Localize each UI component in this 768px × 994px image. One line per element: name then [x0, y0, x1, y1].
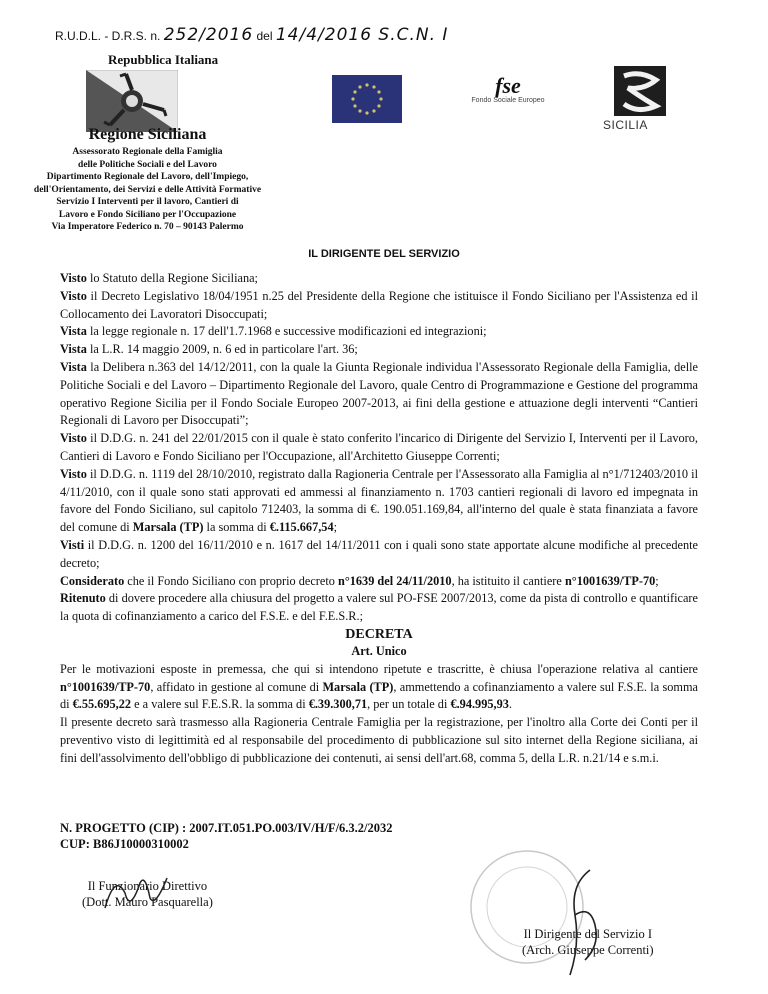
eu-flag-icon	[332, 75, 402, 123]
cantiere-code: n°1001639/TP-70	[60, 679, 151, 694]
region-line: Dipartimento Regionale del Lavoro, dell'Impiego,	[46, 172, 249, 182]
ref-prefix: R.U.D.L. - D.R.S. n.	[55, 29, 161, 43]
premise-text: la Delibera n.363 del 14/12/2011, con la quale la Giunta Regionale individua l'Assessorato Regionale della Famiglia, delle Politiche Sociali e del Lavoro – Dipartimento Regionale del Lavoro, quale Centro di Programmazione e Gestione del programma operativo Regione Sicilia per il Fondo Sociale Europeo 2007-2013, ai fini della gestione e attuazione degli interventi “Cantieri Regionali di Lavoro per Disoccupati”;	[60, 359, 698, 428]
premise-keyword: Visto	[60, 431, 87, 446]
cantiere-code: n°1001639/TP-70	[564, 573, 656, 588]
region-line: Via Imperatore Federico n. 70 – 90143 Palermo	[51, 222, 244, 232]
premise-paragraph	[60, 270, 698, 288]
premise-paragraph	[60, 590, 698, 626]
premise-keyword: Visto	[60, 288, 87, 303]
premise-text: ;	[655, 573, 659, 588]
decree-reference: n°1639 del 24/11/2010	[338, 573, 452, 588]
sicilia-logo-label: SICILIA	[603, 118, 648, 132]
project-codes	[60, 820, 393, 852]
comune-name: Marsala (TP)	[132, 520, 204, 535]
ref-number: 252/2016	[163, 25, 254, 45]
premise-keyword: Visti	[60, 537, 85, 552]
article-text: , affidato in gestione al comune di	[150, 679, 323, 694]
premise-paragraph	[60, 466, 698, 537]
total-amount: €.94.995,93	[450, 697, 509, 712]
republic-label: Repubblica Italiana	[108, 52, 219, 67]
premise-keyword: Considerato	[60, 573, 125, 588]
article-text: , ammettendo a cofinanziamento a valere sul F.S.E. la somma di	[60, 679, 698, 712]
fse-logo	[468, 75, 548, 104]
region-title: Regione Siciliana	[88, 126, 207, 143]
premise-text: la L.R. 14 maggio 2009, n. 6 ed in particolare l'art. 36;	[86, 342, 358, 357]
region-line: delle Politiche Sociali e del Lavoro	[78, 159, 217, 170]
comune-name: Marsala (TP)	[322, 679, 394, 694]
official-role: Il Funzionario Direttivo	[87, 879, 208, 893]
region-header	[30, 126, 265, 234]
fesr-amount: €.39.300,71	[308, 697, 368, 712]
article-text: Per le motivazioni esposte in premessa, che qui si intendono ripetute e trascritte, è chiusa l'operazione relativa al cantiere	[60, 661, 698, 676]
region-line: Lavoro e Fondo Siciliano per l'Occupazione	[58, 209, 237, 220]
premise-paragraph	[60, 288, 698, 324]
fse-logo-caption: Fondo Sociale Europeo	[471, 97, 545, 104]
official-name: (Dott. Mauro Pasquarella)	[82, 895, 213, 909]
article-heading	[60, 643, 698, 661]
premise-text: che il Fondo Siciliano con proprio decreto	[124, 573, 338, 588]
premise-text: il Decreto Legislativo 18/04/1951 n.25 del Presidente della Regione che istituisce il Fondo Siciliano per l'Assistenza ed il Collocamento dei Lavoratori Disoccupati;	[60, 288, 698, 321]
region-line: dell'Orientamento, dei Servizi e delle Attività Formative	[33, 184, 262, 195]
premise-paragraph	[60, 359, 698, 430]
article-text: , per un totale di	[367, 697, 451, 712]
sicilia-logo-icon	[614, 66, 666, 116]
premise-text: il D.D.G. n. 1119 del 28/10/2010, registrato dalla Ragioneria Centrale per l'Assessorato alla Famiglia al n°1/712403/2010 il 4/11/2010, con il quale sono stati approvati ed ammessi al finanziamento n. 1703 cantieri regionali di lavoro ed impegnata in favore del Fondo Siciliano, sul capitolo 712403, la somma di €. 190.051.169,84, all'interno del quale è stata finanziata a favore del comune di	[60, 466, 698, 535]
premise-text: ;	[333, 520, 338, 535]
premise-keyword: Vista	[60, 342, 87, 357]
premise-text: di dovere procedere alla chiusura del progetto a valere sul PO-FSE 2007/2013, come da pista di controllo e quantificare la quota di cofinanziamento a carico del F.S.E. e del F.E.S.R.;	[60, 591, 698, 624]
premise-paragraph	[60, 537, 698, 573]
amount-value: €.115.667,54	[269, 520, 334, 535]
premise-text: la legge regionale n. 17 dell'1.7.1968 e successive modificazioni ed integrazioni;	[86, 324, 487, 339]
premise-text: il D.D.G. n. 241 del 22/01/2015 con il quale è stato conferito l'incarico di Dirigente del Servizio I, Interventi per il Lavoro, Cantieri di Lavoro e Fondo Siciliano per l'Occupazione, all'Architetto Giuseppe Correnti;	[60, 431, 698, 463]
premise-keyword: Visto	[60, 271, 87, 285]
ref-date: 14/4/2016 S.C.N. I	[275, 25, 449, 45]
region-line: Servizio I Interventi per il lavoro, Cantieri di	[56, 197, 239, 207]
director-signature-icon	[550, 865, 620, 980]
premise-keyword: Vista	[60, 324, 87, 339]
fse-amount: €.55.695,22	[72, 697, 132, 712]
project-cip: N. PROGETTO (CIP) : 2007.IT.051.PO.003/IV/H/F/6.3.2/2032	[60, 821, 393, 835]
premise-text: , ha istituito il cantiere	[451, 573, 565, 588]
decreta-heading: DECRETA	[345, 626, 413, 642]
premise-keyword: Ritenuto	[60, 591, 106, 606]
premise-text: la somma di	[203, 520, 270, 535]
official-signature-icon	[95, 868, 175, 918]
premise-text: lo Statuto della Regione Siciliana;	[86, 271, 258, 285]
article-paragraph: Il presente decreto sarà trasmesso alla Ragioneria Centrale Famiglia per la registrazione, per l'inoltro alla Corte dei Conti per il preventivo visto di legittimità ed al responsabile del procedimento di pubblicazione sul sito internet della Regione siciliana, ai fini dell'assolvimento dell'obbligo di pubblicazione dei contenuti, ai sensi dell'art.68, comma 5, della L.R. n.21/14 e s.m.i.	[60, 715, 698, 765]
premise-paragraph	[60, 573, 698, 591]
director-role: Il Dirigente del Servizio I	[523, 927, 652, 941]
premise-paragraph	[60, 323, 698, 341]
protocol-reference	[55, 25, 448, 45]
article-text: .	[508, 697, 512, 712]
fse-logo-mark: fse	[495, 73, 521, 98]
premise-paragraph	[60, 430, 698, 466]
premise-paragraph	[60, 341, 698, 359]
document-heading: IL DIRIGENTE DEL SERVIZIO	[308, 248, 460, 260]
premise-text: il D.D.G. n. 1200 del 16/11/2010 e n. 1617 del 14/11/2011 con i quali sono state apportate alcune modifiche al precedente decreto;	[60, 537, 698, 570]
article-text: e a valere sul F.E.S.R. la somma di	[131, 697, 309, 712]
region-line: Assessorato Regionale della Famiglia	[72, 147, 223, 157]
director-name: (Arch. Giuseppe Correnti)	[522, 943, 654, 957]
ref-del: del	[256, 29, 273, 43]
article-title: Art. Unico	[351, 643, 407, 658]
sicily-coat-of-arms-icon	[86, 70, 178, 132]
project-cup: CUP: B86J10000310002	[60, 837, 189, 851]
premise-keyword: Vista	[60, 359, 87, 374]
decree-body	[60, 270, 698, 768]
article-paragraph	[60, 661, 698, 714]
premise-keyword: Visto	[60, 466, 87, 481]
